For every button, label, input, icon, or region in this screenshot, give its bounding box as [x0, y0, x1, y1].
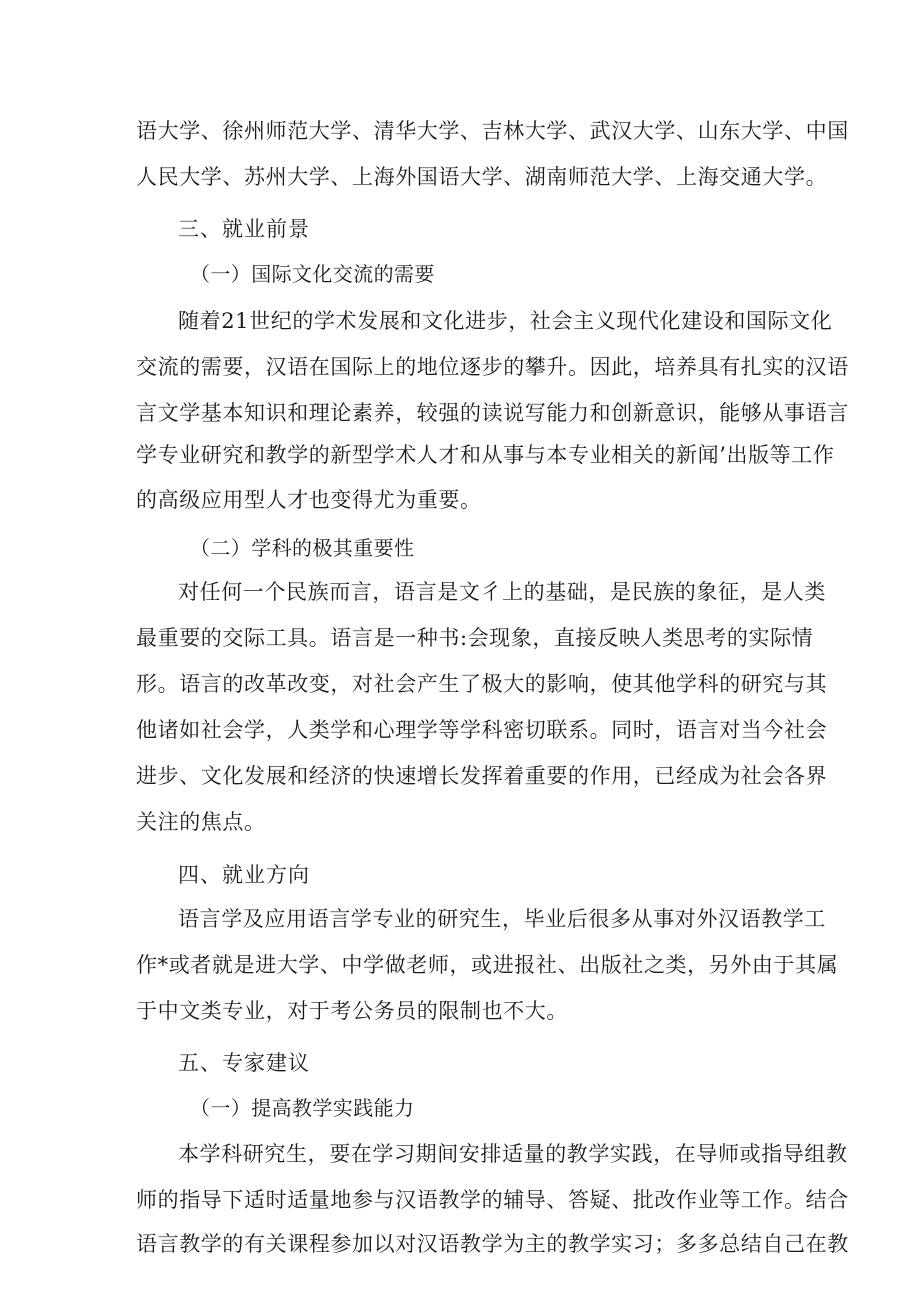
paragraph-line: 言文学基本知识和理论素养，较强的读说写能力和创新意识，能够从事语言 [136, 401, 849, 425]
paragraph-line: 形。语言的改革改变，对社会产生了极大的影响，使其他学科的研究与其 [136, 672, 828, 696]
paragraph-line: 学专业研究和教学的新型学术人才和从事与本专业相关的新闻’出版等工作 [136, 443, 835, 467]
paragraph-line: 于中文类专业，对于考公务员的限制也不大。 [136, 999, 568, 1023]
paragraph-line: 语言教学的有关课程参加以对汉语教学为主的教学实习；多多总结自己在教 [136, 1232, 849, 1256]
paragraph-line: 最重要的交际工具。语言是一种书:会现象，直接反映人类思考的实际情 [136, 626, 814, 650]
paragraph-line: 他诸如社会学，人类学和心理学等学科密切联系。同时，语言对当今社会 [136, 718, 828, 742]
section-5-sub-1-title: （一）提高教学实践能力 [190, 1096, 415, 1120]
intro-line-2: 人民大学、苏州大学、上海外国语大学、湖南师范大学、上海交通大学。 [136, 165, 828, 189]
section-3-heading: 三、就业前景 [178, 217, 310, 241]
paragraph-line: 作*或者就是进大学、中学做老师，或进报社、出版社之类，另外由于其属 [136, 953, 839, 977]
paragraph-line: 关注的焦点。 [136, 810, 266, 834]
paragraph-line: 语言学及应用语言学专业的研究生，毕业后很多从事对外汉语教学工 [178, 907, 826, 931]
paragraph-line: 本学科研究生，要在学习期间安排适量的教学实践，在导师或指导组教 [178, 1142, 848, 1166]
intro-line-1: 语大学、徐州师范大学、清华大学、吉林大学、武汉大学、山东大学、中国 [136, 119, 849, 143]
section-5-heading: 五、专家建议 [178, 1051, 310, 1075]
paragraph-line: 师的指导下适时适量地参与汉语教学的辅导、答疑、批改作业等工作。结合 [136, 1188, 849, 1212]
paragraph-line: 随着21世纪的学术发展和文化进步，社会主义现代化建设和国际文化 [178, 309, 833, 333]
section-4-heading: 四、就业方向 [178, 863, 310, 887]
section-3-sub-1-title: （一）国际文化交流的需要 [190, 262, 435, 286]
section-3-sub-2-title: （二）学科的极其重要性 [190, 536, 415, 560]
paragraph-line: 进步、文化发展和经济的快速增长发挥着重要的作用，已经成为社会各界 [136, 764, 828, 788]
paragraph-line: 的高级应用型人才也变得尤为重要。 [136, 488, 482, 512]
paragraph-line: 对任何一个民族而言，语言是文彳上的基础，是民族的象征，是人类 [178, 580, 826, 604]
paragraph-line: 交流的需要，汉语在国际上的地位逐步的攀升。因此，培养具有扎实的汉语 [136, 355, 849, 379]
